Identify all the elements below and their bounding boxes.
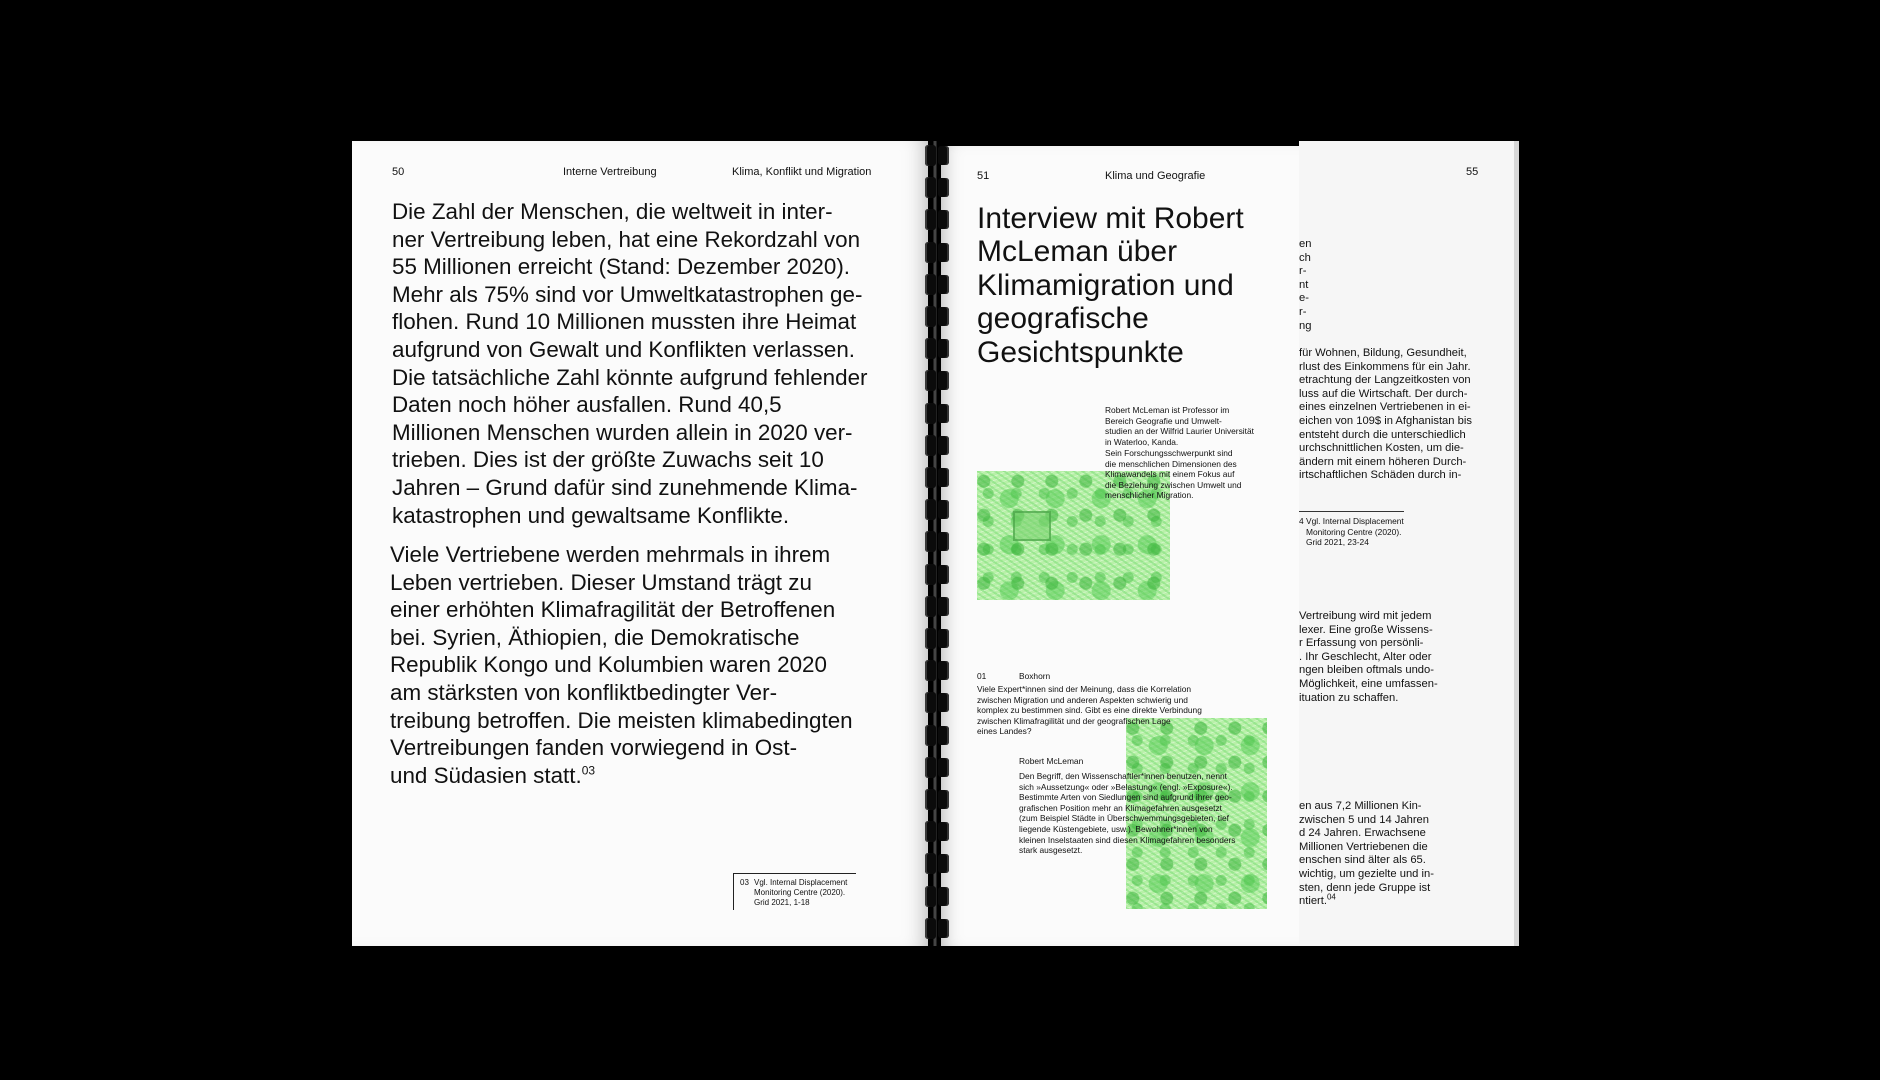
text-line: treibung betroffen. Die meisten klimabedingten xyxy=(390,707,853,733)
footnote-text xyxy=(754,878,856,908)
text-line: zwischen 5 und 14 Jahren xyxy=(1299,813,1429,826)
text-line: flohen. Rund 10 Millionen mussten ihre Heimat xyxy=(392,309,857,335)
back-footnote-number: 4 xyxy=(1299,516,1304,526)
text-line: trieben. Dies ist der größte Zuwachs seit 10 xyxy=(392,447,824,473)
text-line: ng xyxy=(1299,319,1312,332)
text-line: stark ausgesetzt. xyxy=(1019,845,1083,856)
ring-front xyxy=(925,209,936,230)
text-line: ner Vertreibung leben, hat eine Rekordzahl von xyxy=(392,226,861,252)
ring-front xyxy=(925,435,936,456)
text-line: in Waterloo, Kanda. xyxy=(1105,436,1179,447)
binding-ring xyxy=(922,370,950,391)
ring-front xyxy=(925,853,936,874)
text-line: Vgl. Internal Displacement xyxy=(1306,516,1404,526)
text-line-content: und Südasien statt. xyxy=(390,762,582,788)
text-line: die menschlichen Dimensionen des xyxy=(1105,458,1237,469)
text-line: aufgrund von Gewalt und Konflikten verlassen. xyxy=(392,336,856,362)
text-line: en aus 7,2 Millionen Kin- xyxy=(1299,800,1422,812)
text-line: studien an der Wilfrid Laurier Universität xyxy=(1105,426,1254,437)
house-shape xyxy=(1013,511,1051,541)
text-line: e- xyxy=(1299,292,1309,305)
binding-ring xyxy=(922,757,950,778)
ring-back xyxy=(938,597,949,616)
text-line: Republik Kongo und Kolumbien waren 2020 xyxy=(390,652,827,678)
back-text-block-3 xyxy=(1299,610,1438,705)
left-page xyxy=(352,141,928,946)
text-line: (zum Beispiel Städte in Überschwemmungsgebieten, tief xyxy=(1019,813,1229,824)
text-line: Vertreibung wird mit jedem xyxy=(1299,610,1432,622)
author-bio xyxy=(1105,405,1254,447)
ring-front xyxy=(925,403,936,424)
binding-ring xyxy=(922,209,950,230)
right-running-head: Klima und Geografie xyxy=(1105,170,1206,182)
binding-ring xyxy=(922,853,950,874)
binding-ring xyxy=(922,531,950,552)
ring-back xyxy=(938,790,949,809)
research-focus xyxy=(1105,448,1241,501)
text-line: am stärksten von konfliktbedingter Ver- xyxy=(390,679,778,705)
right-page-number: 51 xyxy=(977,170,990,182)
binding-ring xyxy=(922,918,950,939)
right-page xyxy=(941,146,1299,946)
ring-back xyxy=(938,887,949,906)
text-line xyxy=(1299,892,1434,909)
text-line: eines einzelnen Vertriebenen in ei- xyxy=(1299,401,1471,414)
binding-ring xyxy=(922,403,950,424)
text-line-content: ntiert. xyxy=(1299,895,1327,908)
answer-speaker: Robert McLeman xyxy=(1019,756,1084,766)
text-line: wichtig, um gezielte und in- xyxy=(1299,867,1434,880)
answer-text xyxy=(1019,771,1236,856)
back-page-edge xyxy=(1514,141,1519,946)
ring-front xyxy=(925,628,936,649)
ring-back xyxy=(938,339,949,358)
question-text xyxy=(977,684,1202,737)
text-line: ngen bleiben oftmals undo- xyxy=(1299,664,1434,677)
binding-ring xyxy=(922,435,950,456)
text-line: Vertreibungen fanden vorwiegend in Ost- xyxy=(390,735,798,761)
ring-front xyxy=(925,725,936,746)
text-line: r- xyxy=(1299,265,1307,278)
text-line: eines Landes? xyxy=(977,726,1032,737)
left-chapter-title: Klima, Konflikt und Migration xyxy=(732,166,872,178)
text-line: Möglichkeit, eine umfassen- xyxy=(1299,677,1438,690)
binding-ring xyxy=(922,467,950,488)
text-line: eichen von 109$ in Afghanistan bis xyxy=(1299,414,1472,427)
body-paragraph-1 xyxy=(392,198,867,529)
ring-front xyxy=(925,692,936,713)
text-line: Daten noch höher ausfallen. Rund 40,5 xyxy=(392,392,782,418)
text-line: 55 Millionen erreicht (Stand: Dezember 2020). xyxy=(392,254,850,280)
text-line: McLeman über xyxy=(977,235,1178,269)
text-line: entsteht durch die unterschiedlich xyxy=(1299,428,1466,441)
ring-front xyxy=(925,499,936,520)
text-line: Klimamigration und xyxy=(977,268,1234,302)
text-line: Die Zahl der Menschen, die weltweit in inter- xyxy=(392,199,833,224)
text-line: urchschnittlichen Kosten, um die- xyxy=(1299,442,1464,455)
ring-back xyxy=(938,371,949,390)
body-paragraph-2 xyxy=(390,541,853,789)
ring-back xyxy=(938,243,949,262)
text-line: Jahren – Grund dafür sind zunehmende Klima- xyxy=(392,474,858,500)
binding-ring xyxy=(922,692,950,713)
ring-front xyxy=(925,242,936,263)
left-page-number: 50 xyxy=(392,166,405,178)
footnote-number: 03 xyxy=(740,878,749,887)
ring-back xyxy=(938,565,949,584)
text-line: d 24 Jahren. Erwachsene xyxy=(1299,827,1426,840)
ring-back xyxy=(938,532,949,551)
text-line: Leben vertrieben. Dieser Umstand trägt zu xyxy=(390,569,812,595)
ring-back xyxy=(938,500,949,519)
ring-back xyxy=(938,210,949,229)
text-line: Monitoring Centre (2020). xyxy=(1306,526,1402,537)
ring-back xyxy=(938,693,949,712)
back-page xyxy=(1299,141,1519,946)
text-line: ituation zu schaffen. xyxy=(1299,691,1399,704)
ring-back xyxy=(938,178,949,197)
ring-front xyxy=(925,370,936,391)
text-line: Millionen Vertriebenen die xyxy=(1299,840,1428,853)
ring-back xyxy=(938,822,949,841)
ring-back xyxy=(938,726,949,745)
ring-back xyxy=(938,629,949,648)
text-line: etrachtung der Langzeitkosten von xyxy=(1299,374,1471,387)
text-line: r- xyxy=(1299,305,1307,318)
ring-front xyxy=(925,145,936,166)
ring-front xyxy=(925,531,936,552)
ring-front xyxy=(925,177,936,198)
binding-ring xyxy=(922,499,950,520)
text-line: einer erhöhten Klimafragilität der Betroffenen xyxy=(390,597,836,623)
text-line: grafischen Position mehr an Klimagefahren ausgesetzt xyxy=(1019,802,1222,813)
text-line: enschen sind älter als 65. xyxy=(1299,854,1426,867)
ring-front xyxy=(925,660,936,681)
footnote-03 xyxy=(733,873,856,910)
ring-back xyxy=(938,404,949,423)
back-text-block-2 xyxy=(1299,347,1472,483)
text-line: Bestimmte Arten von Siedlungen sind aufgrund ihrer geo- xyxy=(1019,792,1232,803)
text-line: Gesichtspunkte xyxy=(977,335,1184,369)
binding-ring xyxy=(922,306,950,327)
back-page-number: 55 xyxy=(1466,166,1479,178)
binding-ring xyxy=(922,789,950,810)
binding-ring xyxy=(922,821,950,842)
text-line: Monitoring Centre (2020). xyxy=(754,888,846,897)
ring-back xyxy=(938,854,949,873)
text-line: luss auf die Wirtschaft. Der durch- xyxy=(1299,387,1468,400)
ring-front xyxy=(925,918,936,939)
ring-front xyxy=(925,467,936,488)
text-line: für Wohnen, Bildung, Gesundheit, xyxy=(1299,347,1467,359)
text-line: Viele Vertriebene werden mehrmals in ihrem xyxy=(390,542,831,567)
text-line: zwischen Klimafragilität und der geografischen Lage xyxy=(977,715,1171,726)
back-text-block-1 xyxy=(1299,238,1311,333)
question-number: 01 xyxy=(977,671,987,681)
interview-title xyxy=(977,202,1244,369)
text-line: katastrophen und gewaltsame Konflikte. xyxy=(392,502,790,528)
text-line: bei. Syrien, Äthiopien, die Demokratische xyxy=(390,624,800,650)
binding-ring xyxy=(922,145,950,166)
text-line: . Ihr Geschlecht, Alter oder xyxy=(1299,650,1432,663)
text-line: zwischen Migration und anderen Aspekten schwierig und xyxy=(977,694,1188,705)
binding-ring xyxy=(922,274,950,295)
ring-front xyxy=(925,274,936,295)
text-line: liegende Küstengebiete, usw.). Bewohner*innen von xyxy=(1019,823,1213,834)
ring-front xyxy=(925,757,936,778)
ring-front xyxy=(925,596,936,617)
question-speaker: Boxhorn xyxy=(1019,671,1051,681)
ring-front xyxy=(925,886,936,907)
ring-back xyxy=(938,919,949,938)
binding-ring xyxy=(922,628,950,649)
text-line: ändern mit einem höheren Durch- xyxy=(1299,455,1467,468)
ring-back xyxy=(938,307,949,326)
text-line: rlust des Einkommens für ein Jahr. xyxy=(1299,360,1471,373)
spiral-binding xyxy=(922,141,952,946)
back-footnote-text xyxy=(1306,516,1404,548)
ring-back xyxy=(938,758,949,777)
text-line: komplex zu bestimmen sind. Gibt es eine direkte Verbindung xyxy=(977,705,1202,716)
ring-back xyxy=(938,661,949,680)
text-line: Den Begriff, den Wissenschaftler*innen benutzen, nennt xyxy=(1019,771,1227,781)
text-line: Mehr als 75% sind vor Umweltkatastrophen ge- xyxy=(392,281,863,307)
binding-ring xyxy=(922,564,950,585)
ring-front xyxy=(925,789,936,810)
ring-back xyxy=(938,468,949,487)
binding-ring xyxy=(922,596,950,617)
text-line: Sein Forschungsschwerpunkt sind xyxy=(1105,448,1233,458)
text-line: kleinen Inselstaaten sind diesen Klimagefahren besonders xyxy=(1019,834,1236,845)
text-line: Grid 2021, 23-24 xyxy=(1306,537,1369,548)
text-line: en xyxy=(1299,238,1312,250)
ring-front xyxy=(925,338,936,359)
text-line: r Erfassung von persönli- xyxy=(1299,637,1424,650)
text-line: menschlicher Migration. xyxy=(1105,490,1194,501)
text-line: Die tatsächliche Zahl könnte aufgrund fehlender xyxy=(392,364,868,390)
back-footnote xyxy=(1299,511,1404,548)
text-line: Millionen Menschen wurden allein in 2020 ver- xyxy=(392,419,853,445)
ring-back xyxy=(938,275,949,294)
footnote-reference[interactable]: 04 xyxy=(1326,892,1336,902)
text-line: Bereich Geografie und Umwelt- xyxy=(1105,415,1222,426)
back-text-block-4 xyxy=(1299,800,1434,909)
ring-back xyxy=(938,146,949,165)
binding-ring xyxy=(922,660,950,681)
binding-ring xyxy=(922,242,950,263)
ring-back xyxy=(938,436,949,455)
text-line: Robert McLeman ist Professor im xyxy=(1105,405,1230,415)
binding-ring xyxy=(922,338,950,359)
text-line: geografische xyxy=(977,302,1149,336)
text-line: die Beziehung zwischen Umwelt und xyxy=(1105,479,1242,490)
text-line: Grid 2021, 1-18 xyxy=(754,898,810,907)
text-line: nt xyxy=(1299,278,1309,291)
text-line: sich »Aussetzung« oder »Belastung« (engl. »Exposure«). xyxy=(1019,781,1233,792)
ring-front xyxy=(925,821,936,842)
ring-front xyxy=(925,564,936,585)
binding-ring xyxy=(922,725,950,746)
binding-ring xyxy=(922,177,950,198)
text-line: Klimawandels mit einem Fokus auf xyxy=(1105,469,1235,480)
text-line: sten, denn jede Gruppe ist xyxy=(1299,881,1431,894)
text-line: lexer. Eine große Wissens- xyxy=(1299,623,1433,636)
binding-ring xyxy=(922,886,950,907)
footnote-reference[interactable]: 03 xyxy=(581,763,596,778)
text-line: ch xyxy=(1299,251,1311,264)
ring-front xyxy=(925,306,936,327)
text-line xyxy=(390,762,853,790)
text-line: Interview mit Robert xyxy=(977,202,1244,235)
text-line: Viele Expert*innen sind der Meinung, dass die Korrelation xyxy=(977,684,1192,694)
left-running-head: Interne Vertreibung xyxy=(563,166,657,178)
text-line: Vgl. Internal Displacement xyxy=(754,878,848,887)
text-line: irtschaftlichen Schäden durch in- xyxy=(1299,469,1462,482)
